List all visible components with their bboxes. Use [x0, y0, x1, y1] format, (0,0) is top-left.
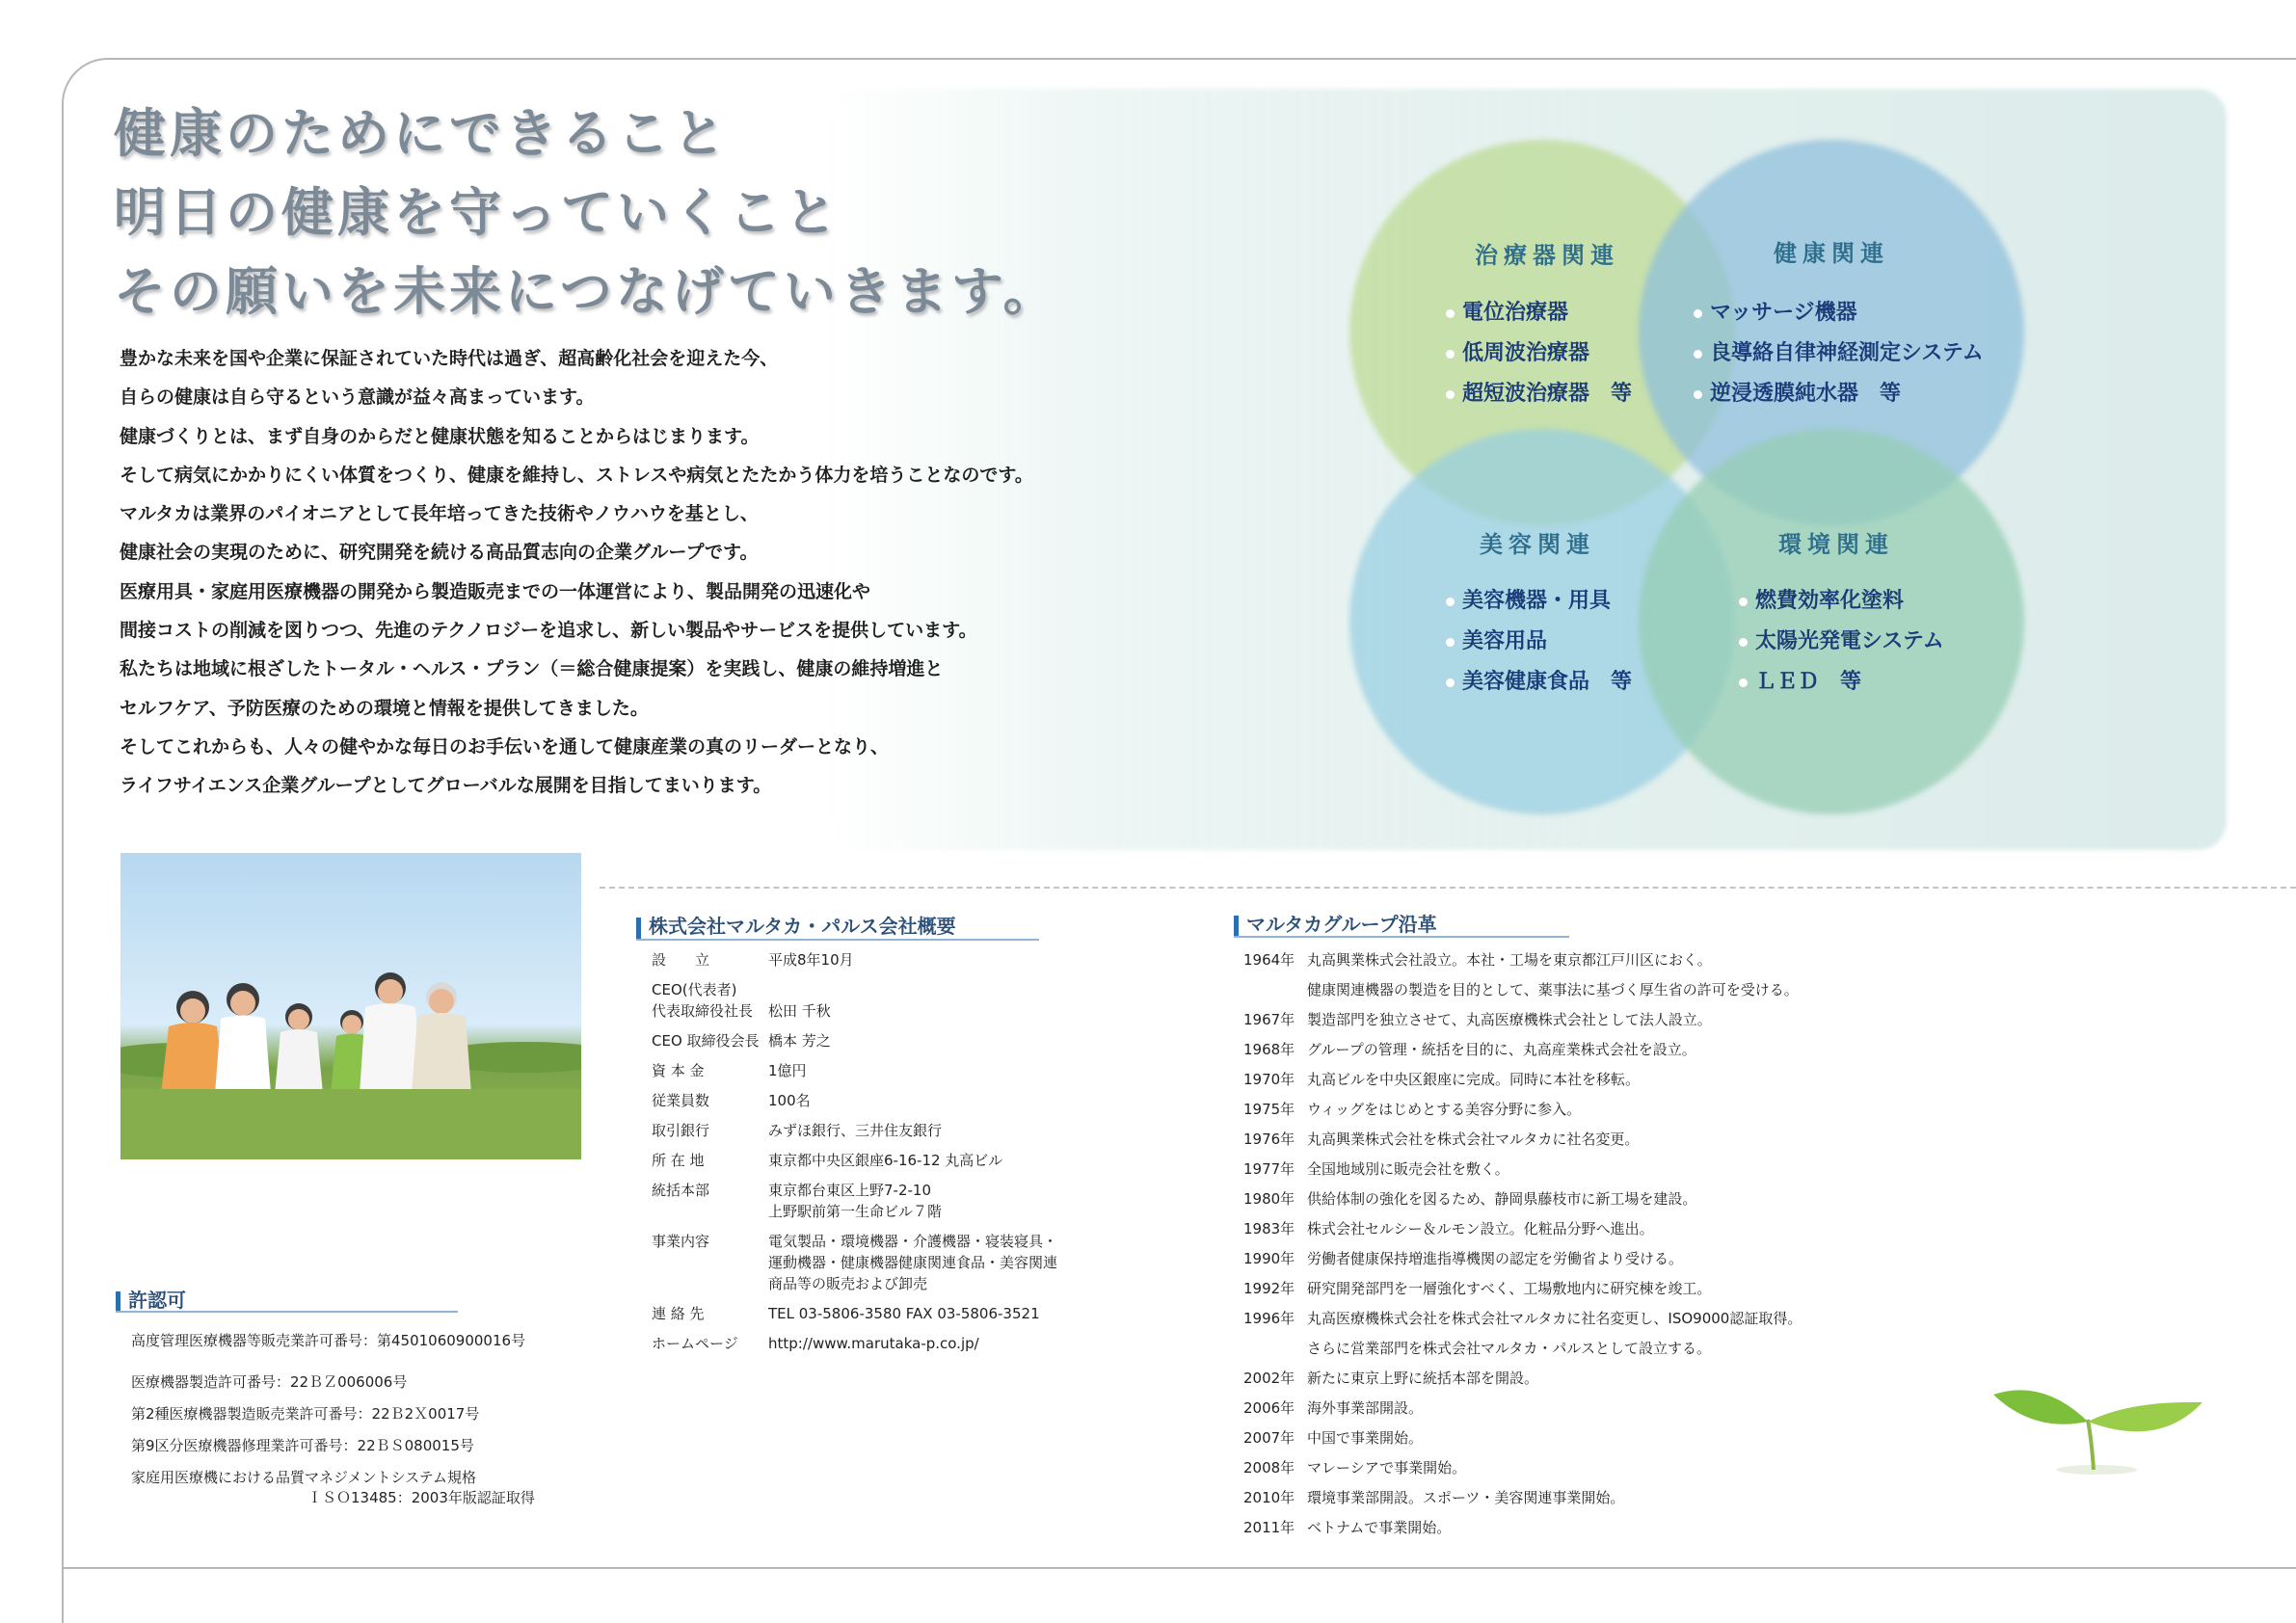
bullet-icon	[1739, 598, 1748, 606]
bullet-icon	[1446, 309, 1455, 318]
bullet-icon	[1739, 678, 1748, 687]
list-item: 2011年 ベトナムで事業開始。	[1243, 1519, 1452, 1536]
list-item: 美容用品	[1446, 622, 1632, 662]
list-item: 1976年 丸高興業株式会社を株式会社マルタカに社名変更。	[1243, 1131, 1640, 1148]
bullet-icon	[1694, 350, 1702, 359]
list-item: 1970年 丸高ビルを中央区銀座に完成。同時に本社を移転。	[1243, 1071, 1641, 1088]
homepage-link[interactable]: http://www.marutaka-p.co.jp/	[768, 1335, 979, 1352]
list-item: 美容健康食品 等	[1446, 662, 1632, 703]
list-item: 2002年 新たに東京上野に統括本部を開設。	[1243, 1370, 1539, 1387]
list-item: ＬＥＤ 等	[1739, 662, 1944, 703]
bullet-icon	[1446, 350, 1455, 359]
section-divider-dashed	[600, 887, 2296, 889]
permits-list	[131, 1330, 535, 1507]
table-row: 従業員数 100名	[652, 1092, 811, 1109]
heading-bar-icon	[116, 1291, 120, 1313]
intro-line: 健康社会の実現のために、研究開発を続ける高品質志向の企業グループです。	[120, 542, 759, 564]
family-photo-illustration	[120, 853, 581, 1159]
category-list-environment	[1739, 581, 1944, 703]
list-item: 1968年 グループの管理・統括を目的に、丸高産業株式会社を設立。	[1243, 1041, 1696, 1058]
list-item: 1980年 供給体制の強化を図るため、静岡県藤枝市に新工場を建設。	[1243, 1190, 1697, 1208]
category-list-beauty	[1446, 581, 1632, 703]
list-item: 逆浸透膜純水器 等	[1694, 374, 1984, 414]
list-item: 健康関連機器の製造を目的として、薬事法に基づく厚生省の許可を受ける。	[1307, 981, 1799, 998]
list-item: 電位治療器	[1446, 293, 1632, 333]
bullet-icon	[1446, 598, 1455, 606]
table-row: 所 在 地 東京都中央区銀座6-16-12 丸高ビル	[652, 1152, 1003, 1169]
list-item: 1983年 株式会社セルシー＆ルモン設立。化粧品分野へ進出。	[1243, 1220, 1654, 1237]
list-item: 1977年 全国地域別に販売会社を敷く。	[1243, 1160, 1509, 1178]
table-row: CEO(代表者)	[652, 981, 737, 998]
family-photo	[120, 853, 581, 1159]
category-list-health	[1694, 293, 1984, 414]
table-row: 上野駅前第一生命ビル７階	[768, 1203, 943, 1220]
profile-heading: 株式会社マルタカ・パルス会社概要	[636, 911, 956, 939]
list-item: 1967年 製造部門を独立させて、丸高医療機株式会社として法人設立。	[1243, 1011, 1712, 1028]
table-row: 統括本部 東京都台東区上野7-2-10	[652, 1182, 931, 1199]
list-item: 2006年 海外事業部開設。	[1243, 1399, 1424, 1417]
history-heading: マルタカグループ沿革	[1234, 909, 1437, 937]
list-item: さらに営業部門を株式会社マルタカ・パルスとして設立する。	[1307, 1340, 1711, 1357]
permits-heading: 許認可	[116, 1285, 186, 1313]
list-item: 2010年 環境事業部開設。スポーツ・美容関連事業開始。	[1243, 1489, 1625, 1506]
heading-bar-icon	[1234, 916, 1239, 937]
list-item: 1996年 丸高医療機株式会社を株式会社マルタカに社名変更し、ISO9000認証取得。	[1243, 1310, 1802, 1327]
frame-top-rule	[106, 58, 2296, 60]
list-item: 超短波治療器 等	[1446, 374, 1632, 414]
list-item: 1990年 労働者健康保持増進指導機関の認定を労働省より受ける。	[1243, 1250, 1684, 1267]
history-heading-rule	[1234, 936, 1569, 938]
intro-line: 自らの健康は自ら守るという意識が益々高まっています。	[120, 386, 595, 409]
intro-line: 豊かな未来を国や企業に保証されていた時代は過ぎ、超高齢化社会を迎えた今、	[120, 348, 779, 369]
table-row: 設 立 平成8年10月	[652, 951, 854, 969]
list-item: 燃費効率化塗料	[1739, 581, 1944, 622]
table-row: 事業内容 電気製品・環境機器・介護機器・寝装寝具・	[652, 1233, 1058, 1250]
category-title-beauty: 美容関連	[1480, 531, 1595, 558]
headline-line-2: 明日の健康を守っていくこと	[114, 181, 841, 243]
table-row: 代表取締役社長 松田 千秋	[652, 1002, 831, 1020]
sprout-icon	[1986, 1373, 2207, 1479]
intro-line: そして病気にかかりにくい体質をつくり、健康を維持し、ストレスや病気とたたかう体力を培うことなのです。	[120, 464, 1033, 486]
table-row: 運動機器・健康機器健康関連食品・美容関連	[768, 1254, 1058, 1271]
table-row: 連 絡 先 TEL 03-5806-3580 FAX 03-5806-3521	[652, 1305, 1040, 1322]
intro-paragraph	[120, 339, 1132, 806]
list-item: 良導絡自律神経測定システム	[1694, 333, 1984, 374]
intro-line: 私たちは地域に根ざしたトータル・ヘルス・プラン（＝総合健康提案）を実践し、健康の維持増進と	[120, 658, 944, 680]
list-item: 2007年 中国で事業開始。	[1243, 1429, 1424, 1447]
business-category-diagram	[1349, 140, 2043, 795]
profile-table	[652, 950, 1114, 1364]
profile-heading-rule	[636, 939, 1039, 941]
list-item: 2008年 マレーシアで事業開始。	[1243, 1459, 1467, 1477]
intro-line: セルフケア、予防医療のための環境と情報を提供してきました。	[120, 697, 649, 719]
intro-line: 健康づくりとは、まず自身のからだと健康状態を知ることからはじまります。	[120, 425, 760, 447]
list-item: 1992年 研究開発部門を一層強化すべく、工場敷地内に研究棟を竣工。	[1243, 1280, 1712, 1297]
intro-line: そしてこれからも、人々の健やかな毎日のお手伝いを通して健康産業の真のリーダーとなり、	[120, 735, 890, 758]
permit-line: 家庭用医療機における品質マネジメントシステム規格	[131, 1469, 477, 1486]
category-title-treatment: 治療器関連	[1475, 242, 1619, 269]
list-item: マッサージ機器	[1694, 293, 1984, 333]
permit-line: 第9区分医療機器修理業許可番号：22ＢＳ080015号	[131, 1437, 474, 1454]
bullet-icon	[1694, 390, 1702, 399]
list-item: 美容機器・用具	[1446, 581, 1632, 622]
intro-line: 間接コストの削減を図りつつ、先進のテクノロジーを追求し、新しい製品やサービスを提供しています。	[120, 620, 977, 642]
table-row: 資 本 金 1億円	[652, 1062, 807, 1079]
frame-bottom-rule	[62, 1567, 2296, 1569]
list-item: 1975年 ウィッグをはじめとする美容分野に参入。	[1243, 1101, 1582, 1118]
list-item: 太陽光発電システム	[1739, 622, 1944, 662]
frame-corner	[62, 58, 121, 118]
bullet-icon	[1694, 309, 1702, 318]
table-row: CEO 取締役会長 橋本 芳之	[652, 1032, 831, 1050]
category-title-environment: 環境関連	[1778, 531, 1894, 558]
frame-left-rule	[62, 106, 64, 1623]
history-list	[1243, 950, 1802, 1548]
bullet-icon	[1446, 678, 1455, 687]
bullet-icon	[1446, 638, 1455, 647]
bullet-icon	[1739, 638, 1748, 647]
table-row: 商品等の販売および卸売	[768, 1275, 928, 1292]
list-item: 1964年 丸高興業株式会社設立。本社・工場を東京都江戸川区におく。	[1243, 951, 1712, 969]
intro-line: マルタカは業界のパイオニアとして長年培ってきた技術やノウハウを基とし、	[120, 503, 759, 525]
list-item: 低周波治療器	[1446, 333, 1632, 374]
heading-bar-icon	[636, 918, 641, 939]
table-row: 取引銀行 みずほ銀行、三井住友銀行	[652, 1122, 943, 1139]
permit-line: 医療機器製造許可番号：22ＢＺ006006号	[131, 1373, 408, 1391]
permit-line: 高度管理医療機器等販売業許可番号：第4501060900016号	[131, 1332, 526, 1349]
headline-line-1: 健康のためにできること	[114, 102, 729, 164]
permit-line: ＩＳＯ13485：2003年版認証取得	[307, 1489, 535, 1506]
table-row: ホームページ http://www.marutaka-p.co.jp/	[652, 1334, 1114, 1353]
permit-line: 第2種医療機器製造販売業許可番号：22Ｂ2Ｘ0017号	[131, 1405, 480, 1423]
intro-line: ライフサイエンス企業グループとしてグローバルな展開を目指してまいります。	[120, 775, 772, 797]
bullet-icon	[1446, 390, 1455, 399]
headline-line-3: その願いを未来につなげていきます。	[114, 260, 1059, 322]
permits-heading-rule	[116, 1311, 458, 1313]
category-list-treatment	[1446, 293, 1632, 414]
intro-line: 医療用具・家庭用医療機器の開発から製造販売までの一体運営により、製品開発の迅速化や	[120, 580, 871, 602]
category-title-health: 健康関連	[1774, 240, 1889, 267]
